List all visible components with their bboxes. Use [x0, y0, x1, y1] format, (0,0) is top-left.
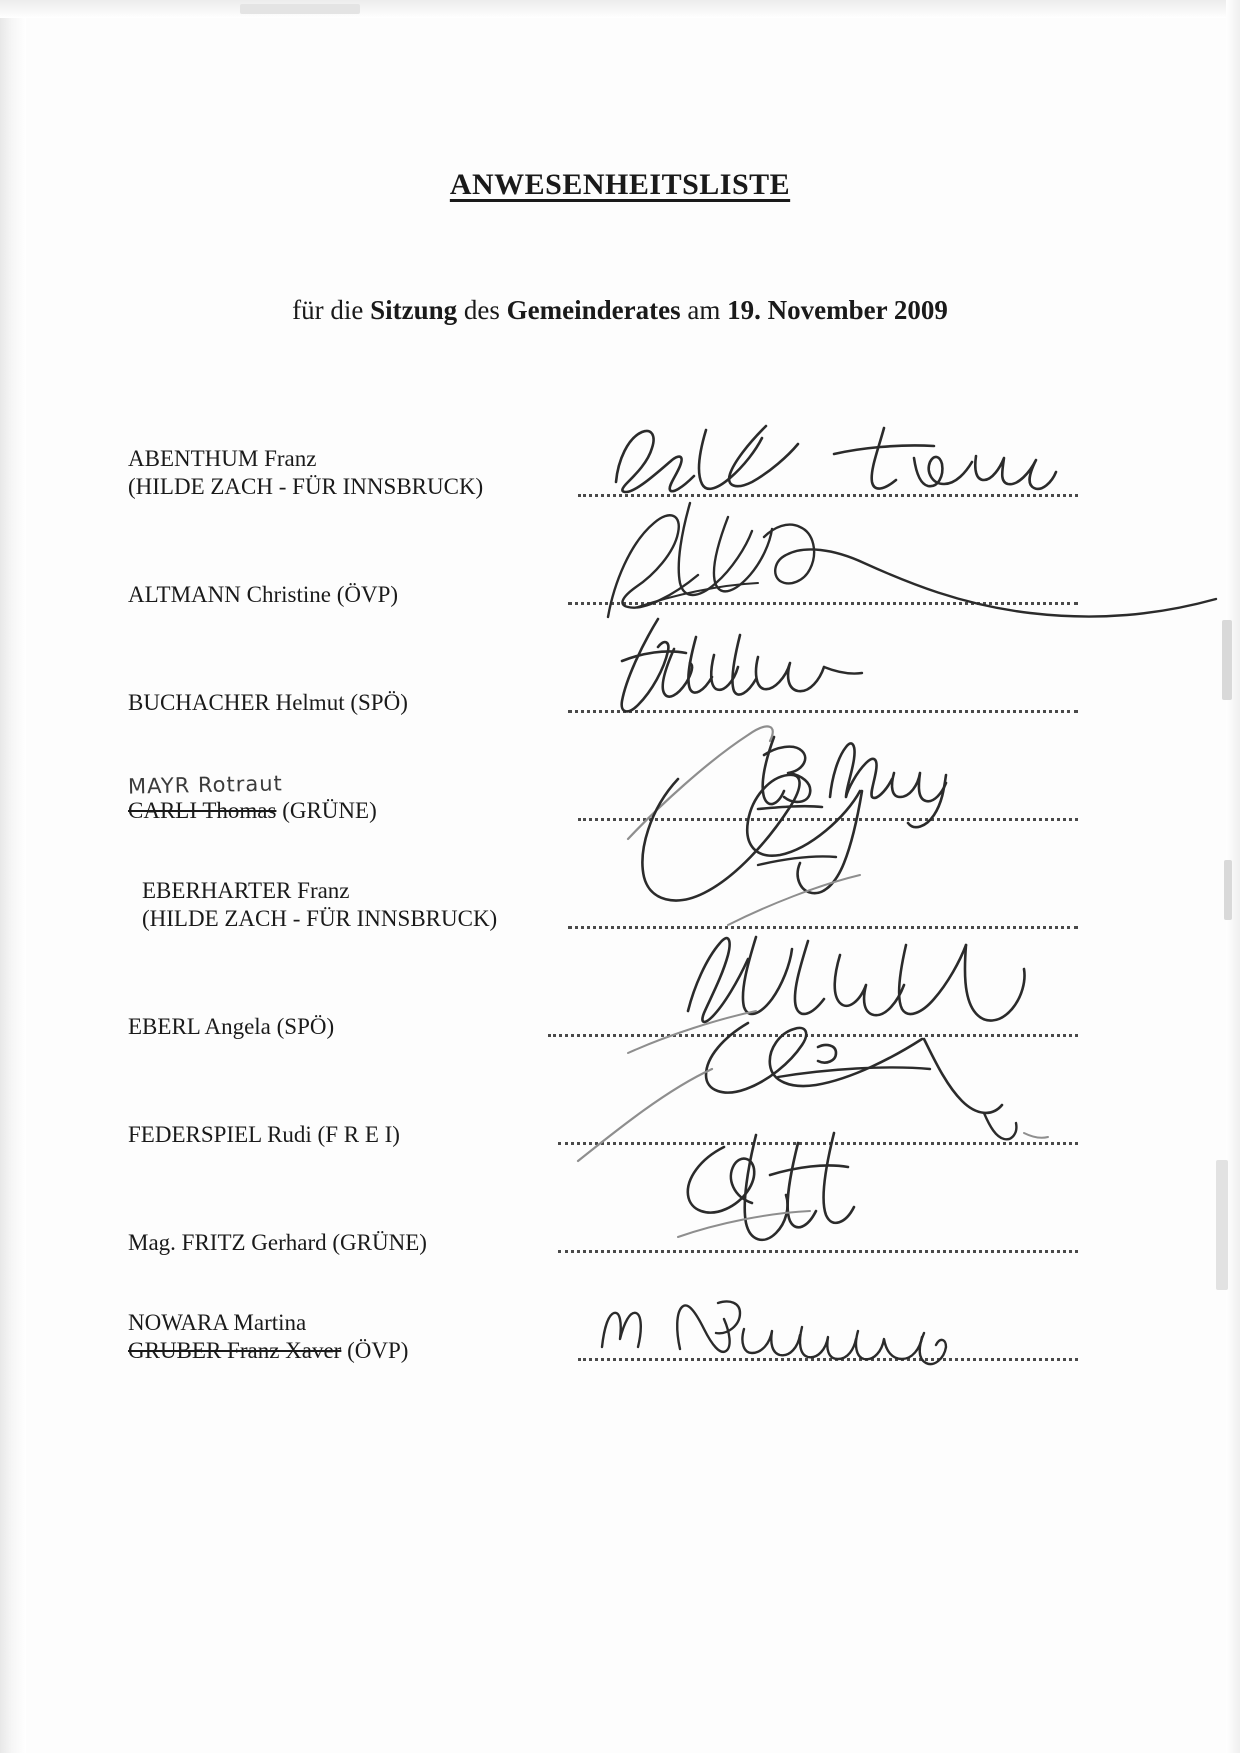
member-name-block	[128, 445, 568, 501]
list-item	[128, 631, 1128, 739]
signature-dotted-line	[558, 1138, 1078, 1145]
signature-dotted-line	[568, 598, 1078, 605]
signature-nowara	[588, 1285, 988, 1375]
attendance-list	[128, 415, 1128, 1387]
member-name: FEDERSPIEL Rudi (F R E I)	[128, 1121, 400, 1147]
page-title: ANWESENHEITSLISTE	[449, 168, 791, 201]
scan-artifact	[240, 4, 360, 14]
member-name: ABENTHUM Franz	[128, 445, 317, 471]
member-name: BUCHACHER Helmut (SPÖ)	[128, 689, 408, 715]
signature-dotted-line	[548, 1030, 1078, 1037]
list-item	[128, 523, 1128, 631]
list-item	[128, 1171, 1128, 1279]
signature-dotted-line	[568, 706, 1078, 713]
subtitle-mid1: des	[457, 295, 507, 325]
scan-artifact	[1224, 860, 1232, 920]
member-name	[128, 1337, 568, 1365]
member-party: (HILDE ZACH - FÜR INNSBRUCK)	[128, 473, 484, 499]
member-name-block	[128, 1121, 568, 1149]
signature-dotted-line	[578, 1354, 1078, 1361]
member-name-block	[128, 1229, 568, 1257]
list-item	[128, 415, 1128, 523]
scan-edge-left	[0, 0, 26, 1753]
subtitle-sitzung: Sitzung	[370, 295, 458, 325]
member-name: ALTMANN Christine (ÖVP)	[128, 581, 399, 607]
scan-artifact	[1222, 620, 1232, 700]
subtitle-gemeinderates: Gemeinderates	[506, 295, 681, 325]
subtitle-mid2: am	[680, 295, 728, 325]
list-item	[128, 955, 1128, 1063]
signature-dotted-line	[568, 922, 1078, 929]
member-party: (HILDE ZACH - FÜR INNSBRUCK)	[142, 905, 498, 931]
member-name-block	[128, 770, 568, 825]
signature-dotted-line	[578, 490, 1078, 497]
member-name: Mag. FRITZ Gerhard (GRÜNE)	[128, 1229, 427, 1255]
handwritten-replacement-name: MAYR Rotraut	[127, 771, 283, 799]
member-name: EBERHARTER Franz	[142, 877, 350, 903]
member-name-block	[142, 877, 582, 933]
member-name	[128, 797, 568, 825]
list-item	[128, 739, 1128, 847]
member-party: (GRÜNE)	[276, 797, 377, 823]
list-item	[128, 1063, 1128, 1171]
member-name-struck: CARLI Thomas	[128, 797, 277, 823]
handwritten-replacement-name: NOWARA Martina	[128, 1309, 307, 1335]
member-party: (ÖVP)	[341, 1337, 409, 1363]
scan-edge-top	[0, 0, 1240, 18]
member-name: EBERL Angela (SPÖ)	[128, 1013, 335, 1039]
list-item	[128, 847, 1128, 955]
member-name-block	[128, 581, 568, 609]
member-name-struck: GRUBER Franz Xaver	[128, 1337, 342, 1363]
meeting-subtitle	[0, 295, 1240, 326]
member-name-block	[128, 1013, 568, 1041]
subtitle-prefix: für die	[292, 295, 371, 325]
signature-dotted-line	[578, 814, 1078, 821]
member-name-block	[128, 689, 568, 717]
signature-abenthum	[598, 410, 1058, 520]
member-name-block	[128, 1309, 568, 1365]
subtitle-date: 19. November 2009	[727, 295, 948, 325]
signature-dotted-line	[558, 1246, 1078, 1253]
scan-artifact	[1216, 1160, 1228, 1290]
list-item	[128, 1279, 1128, 1387]
